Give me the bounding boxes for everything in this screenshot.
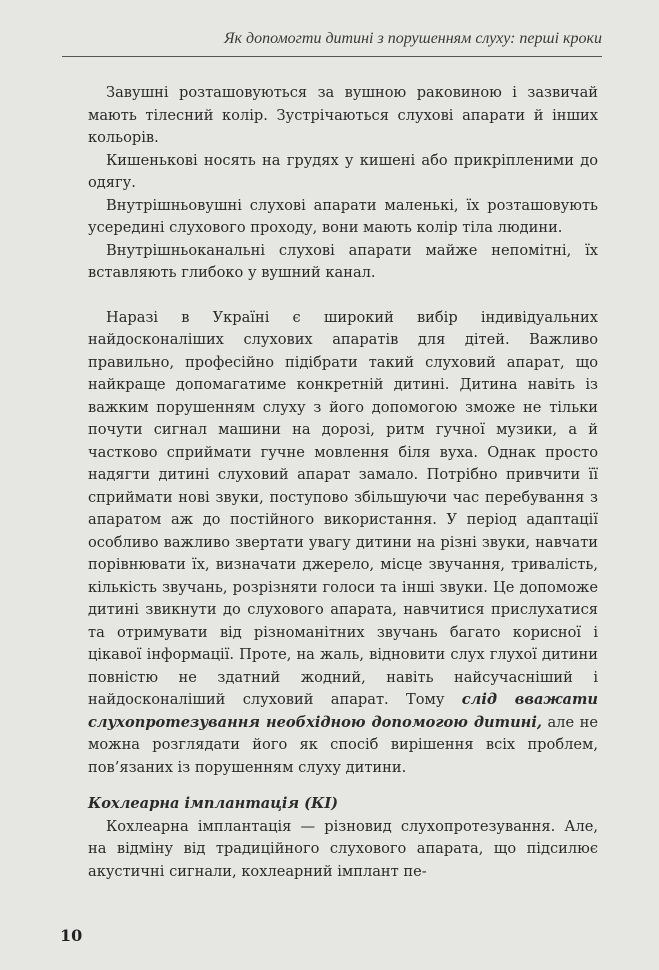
header-rule [62, 56, 602, 57]
paragraph-spacer [88, 285, 598, 307]
paragraph-hearing-aid-choice [88, 307, 598, 780]
section-heading: Кохлеарна імплантація (КІ) [88, 795, 339, 812]
text-run: але не можна розглядати його як спосіб вирішення всіх проблем, пов’язаних із порушенням слуху дитини. [88, 713, 598, 776]
text-run: Наразі в Україні є широкий вибір індивідуальних найдосконаліших слухових апаратів для дітей. Важливо правильно, професійно підібрати такий слуховий апарат, що найкраще допомагатиме конкретній дитині. Дитина навіть із важким порушенням слуху з його допомогою зможе не тільки почути сигнал машини на дорозі, ритм гучної музики, а й частково сприймати гучне мовлення біля вуха. Однак просто надягти дитині слуховий апарат замало. Потрібно привчити її сприймати нові звуки, поступово збільшуючи час перебування з апаратом аж до постійного використання. У період адаптації особливо важливо звертати увагу дитини на різні звуки, навчати порівнювати їх, визначати джерело, місце звучання, тривалість, кількість звучань, розрізняти голоси та інші звуки. Це допоможе дитині звикнути до слухового апарата, навчитися прислухатися та отримувати від різноманітних звучань багато корисної і цікавої інформації. Проте, на жаль, відновити слух глухої дитини повністю не здатний жодний, навіть найсучасніший і найдосконаліший слуховий апарат. Тому [88, 308, 598, 708]
page-number: 10 [60, 926, 83, 945]
page-body [88, 82, 598, 883]
paragraph-pocket: Кишенькові носять на грудях у кишені або прикріпленими до одягу. [88, 151, 598, 191]
emphasis-text: слід вважати слухопротезування необхідною допомогою дитині, [88, 691, 598, 731]
paragraph-in-ear: Внутрішньовушні слухові апарати маленькі, їх розташовують усередині слухового проходу, вони мають колір тіла людини. [88, 196, 598, 236]
paragraph-in-canal: Внутрішньоканальні слухові апарати майже непомітні, їх вставляють глибоко у вушний канал. [88, 241, 598, 281]
paragraph-behind-ear: Завушні розташовуються за вушною раковиною і зазвичай мають тілесний колір. Зустрічаються слухові апарати й інших кольорів. [88, 84, 598, 146]
paragraph-cochlear-intro: Кохлеарна імплантація — різновид слухопротезування. Але, на відміну від традиційного слухового апарата, що підсилює акустичні сигнали, кохлеарний імплант пе- [88, 817, 598, 880]
running-header: Як допомогти дитині з порушенням слуху: перші кроки [223, 30, 602, 47]
